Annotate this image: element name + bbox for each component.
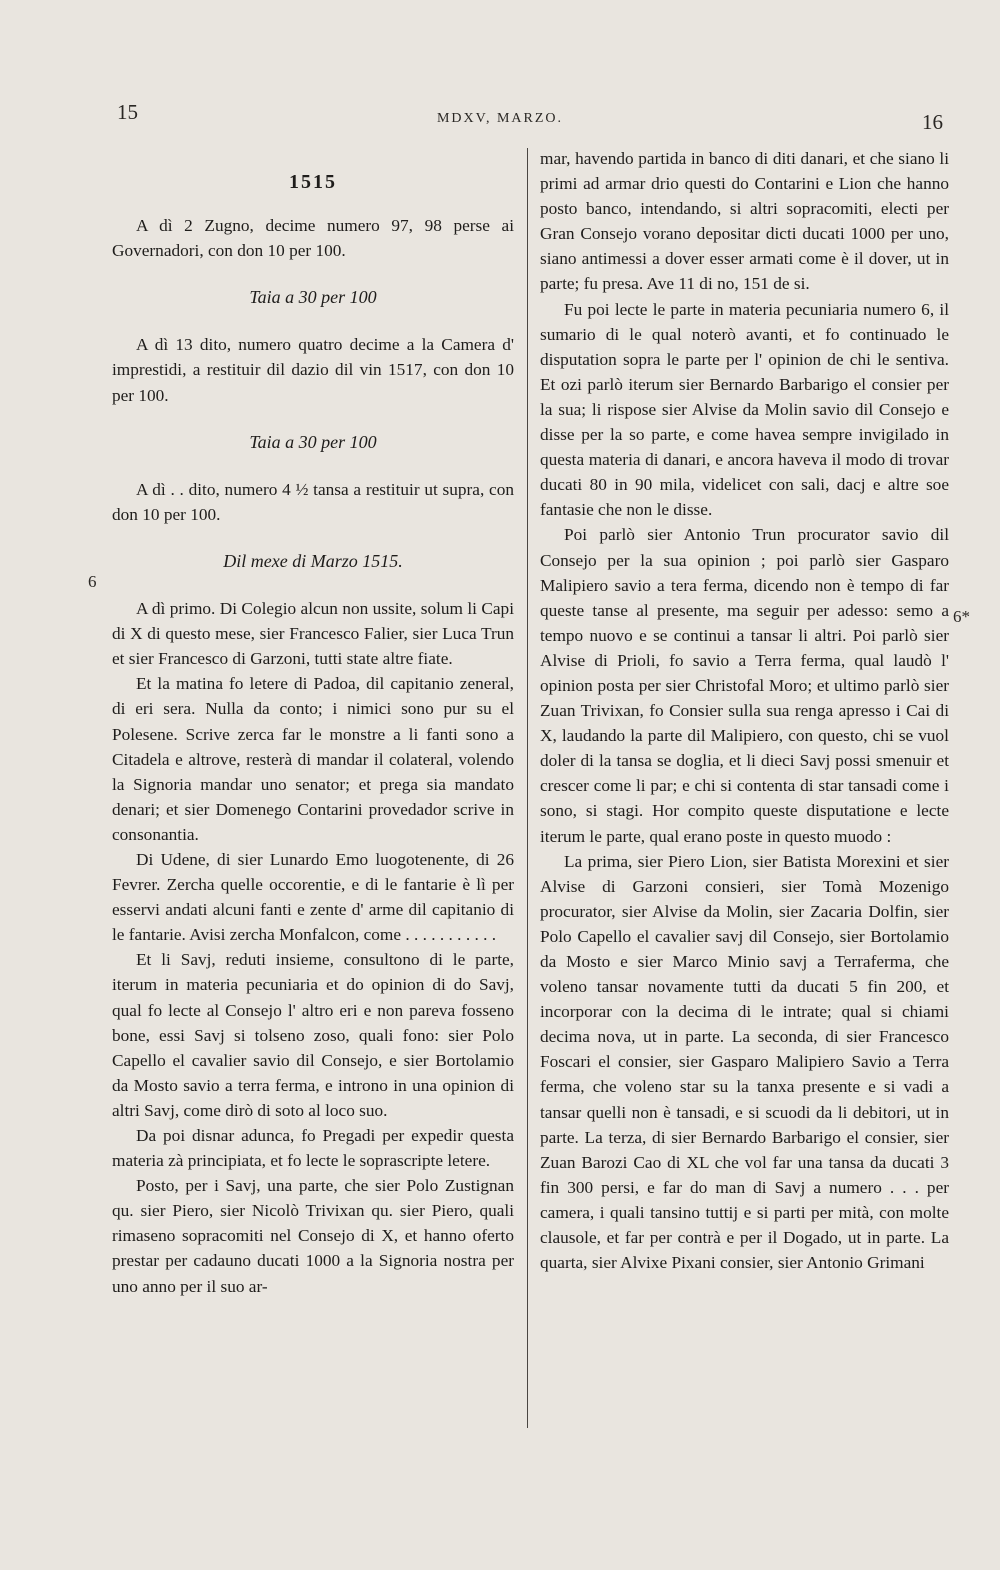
paragraph: La prima, sier Piero Lion, sier Batista Morexini et sier Alvise di Garzoni consieri, sier Tomà Mozenigo procurator, sier Alvise da Molin, sier Zacaria Dolfin, sier Polo Capello el cavalier savj dil Consejo, sier Bortolamio da Mosto e sier Marco Minio savj a Terraferma, che voleno tansar novamente tutti da ducati 5 fin 200, et incorporar con la decima di le intrate; qual si chiami decima nova, ut in parte. La seconda, di sier Francesco Foscari el consier, sier Gasparo Malipiero Savio a Terra ferma, che voleno star su la tanxa presente e si vadi a tansar quelli non è tansadi, e si scuodi da li debitori, ut in parte. La terza, di sier Bernardo Barbarigo el consier, sier Zuan Barozi Cao di XL che vol far una tansa da ducati 3 fin 300 persi, e far do man di Savj a numero . . . per camera, i quali tansino tuttij e si parti per mità, con molte clausole, et far per contrà e per il Dogado, ut in parte. La quarta, sier Alvixe Pixani consier, sier Antonio Grimani [540, 851, 949, 1273]
section-heading: Dil mexe di Marzo 1515. [223, 550, 403, 571]
paragraph: Di Udene, di sier Lunardo Emo luogotenente, di 26 Fevrer. Zercha quelle occorentie, e di le fantarie è lì per esservi andati alcuni fanti e zente d' arme dil capitanio di le fantarie. Avisi zercha Monfalcon, come . . . . . . . . . . . [112, 849, 514, 945]
paragraph: A dì . . dito, numero 4 ½ tansa a restituir ut supra, con don 10 per 100. [112, 479, 514, 524]
right-column [540, 146, 949, 1275]
paragraph: Et li Savj, reduti insieme, consultono di le parte, iterum in materia pecuniaria et do opinion di do Savj, qual fo lecte al Consejo l' altro eri e non pareva fosseno bone, essi Savj si tolseno zoso, quali fono: sier Polo Capello el cavalier savio dil Consejo, e sier Bortolamio da Mosto savio a terra ferma, e introno in una opinion di altri Savj, come dirò di soto al loco suo. [112, 950, 514, 1120]
paragraph: Et la matina fo letere di Padoa, dil capitanio zeneral, di eri sera. Nulla da conto; i nimici sono pur su el Polesene. Scrive zerca far le monstre a li fanti sono a Citadela e altrove, resterà di mandar il colateral, volendo la Signoria mandar uno senator; et prega sia mandato denari; et sier Domenego Contarini provedador scrive in consonantia. [112, 674, 514, 844]
margin-note-right: 6* [953, 607, 970, 626]
tax-rate-line: Taia a 30 per 100 [249, 287, 377, 308]
running-title: MDXV, MARZO. [436, 111, 564, 126]
left-column [112, 146, 514, 1299]
paragraph: Fu poi lecte le parte in materia pecuniaria numero 6, il sumario di le qual noterò avanti, et fo continuado le disputation sopra le parte per l' opinion de chi le sentiva. Et ozi parlò iterum sier Bernardo Barbarigo el consier per la sua; li rispose sier Alvise da Molin savio dil Consejo e disse per la so parte, e come havea sempre invigilado in questa materia di danari, e ancora haveva il modo di trovar ducati 80 in 90 mila, videlicet con sali, dacj e altre soe fantasie che non le disse. [540, 299, 949, 520]
paragraph: mar, havendo partida in banco di diti danari, et che siano li primi ad armar drio questi do Contarini e Lion che hanno posto banco, intendando, si altri sopracomiti, electi per Gran Consejo vorano depositar dicti ducati 1000 per uno, siano antimessi a dover esser armati come è il dover, ut in parte; fu presa. Ave 11 di no, 151 de si. [540, 149, 949, 294]
tax-rate-line: Taia a 30 per 100 [249, 431, 377, 452]
paragraph: Poi parlò sier Antonio Trun procurator savio dil Consejo per la sua opinion ; poi parlò sier Gasparo Malipiero savio a tera ferma, dicendo non è tempo di far queste tanse al presente, ma seguir per adesso: semo a tempo nuovo e se continui a tansar li altri. Poi parlò sier Alvise di Prioli, fo savio a Terra ferma, qual laudò l' opinion posta per sier Christofal Moro; et ultimo parlò sier Zuan Trivixan, fo Consier sulla sua renga apresso i Cai di X, laudando la parte dil Malipiero, con questo, chi se vuol doler di la tansa se doglia, et li dieci Savj possi smenuir et crescer come li par; e chi si contenta di star tansadi come i sono, si stagi. Hor compito queste disputatione e lecte iterum le parte, qual erano poste in questo muodo : [540, 525, 949, 846]
page-number-right: 16 [922, 110, 943, 134]
paragraph: A dì 13 dito, numero quatro decime a la Camera d' imprestidi, a restituir dil dazio dil vin 1517, con don 10 per 100. [112, 335, 514, 405]
paragraph: Posto, per i Savj, una parte, che sier Polo Zustignan qu. sier Piero, sier Nicolò Trivixan qu. sier Piero, quali rimaseno sopracomiti nel Consejo di X, et hanno oferto prestar per cadauno ducati 1000 a la Signoria nostra per uno anno per il suo ar- [112, 1176, 514, 1296]
margin-note-left: 6 [88, 572, 97, 591]
year-heading: 1515 [289, 171, 337, 193]
page-number-left: 15 [117, 100, 138, 124]
paragraph: A dì 2 Zugno, decime numero 97, 98 perse ai Governadori, con don 10 per 100. [112, 216, 514, 261]
paragraph: A dì primo. Di Colegio alcun non ussite, solum li Capi di X di questo mese, sier Francesco Falier, sier Luca Trun et sier Francesco di Garzoni, tutti state altre fiate. [112, 599, 514, 669]
column-divider [527, 148, 528, 1428]
paragraph: Da poi disnar adunca, fo Pregadi per expedir questa materia zà principiata, et fo lecte le soprascripte letere. [112, 1126, 514, 1171]
